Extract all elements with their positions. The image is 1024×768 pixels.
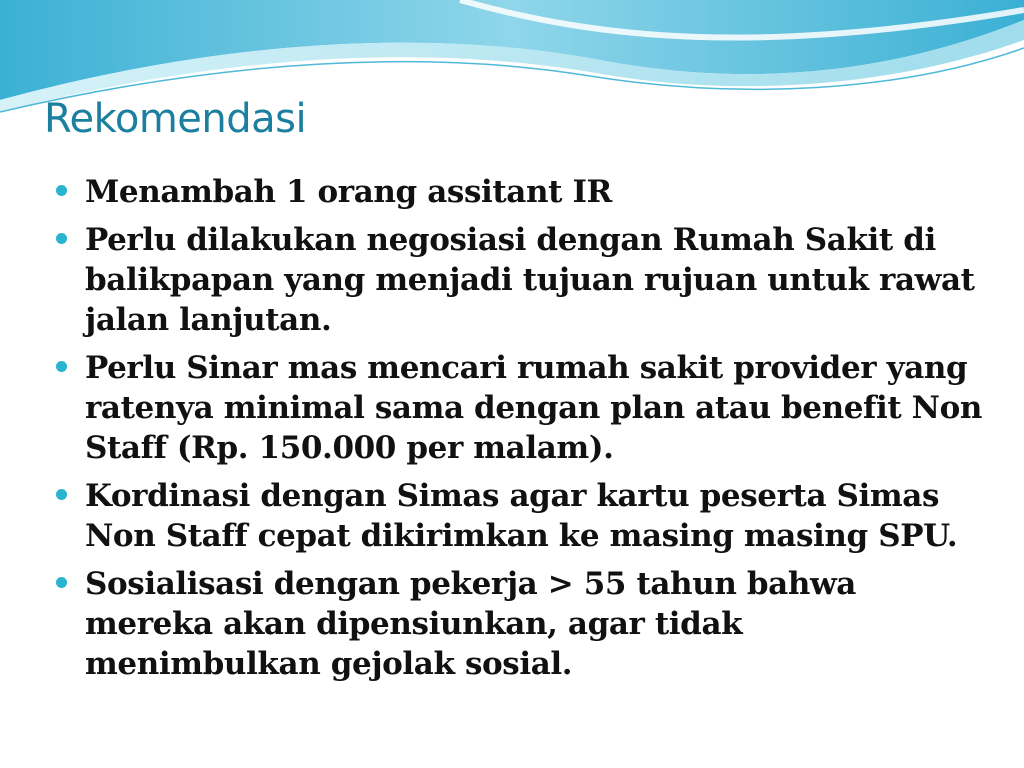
bullet-item [56, 220, 986, 340]
bullet-item [56, 172, 986, 212]
bullet-dot-icon [56, 489, 67, 500]
bullet-text: Menambah 1 orang assitant IR [85, 174, 612, 210]
bullet-text: Kordinasi dengan Simas agar kartu peserta Simas Non Staff cepat dikirimkan ke masing masing SPU. [85, 478, 958, 554]
bullet-dot-icon [56, 185, 67, 196]
bullet-item [56, 348, 986, 468]
bullet-item [56, 564, 986, 684]
bullet-dot-icon [56, 233, 67, 244]
bullet-dot-icon [56, 361, 67, 372]
bullet-list [56, 172, 986, 692]
bullet-text: Perlu dilakukan negosiasi dengan Rumah Sakit di balikpapan yang menjadi tujuan rujuan untuk rawat jalan lanjutan. [85, 222, 975, 338]
bullet-text: Perlu Sinar mas mencari rumah sakit provider yang ratenya minimal sama dengan plan atau benefit Non Staff (Rp. 150.000 per malam). [85, 350, 983, 466]
bullet-dot-icon [56, 577, 67, 588]
bullet-text: Sosialisasi dengan pekerja > 55 tahun bahwa mereka akan dipensiunkan, agar tidak menimbulkan gejolak sosial. [85, 566, 856, 682]
slide-title: Rekomendasi [44, 96, 307, 142]
bullet-item [56, 476, 986, 556]
